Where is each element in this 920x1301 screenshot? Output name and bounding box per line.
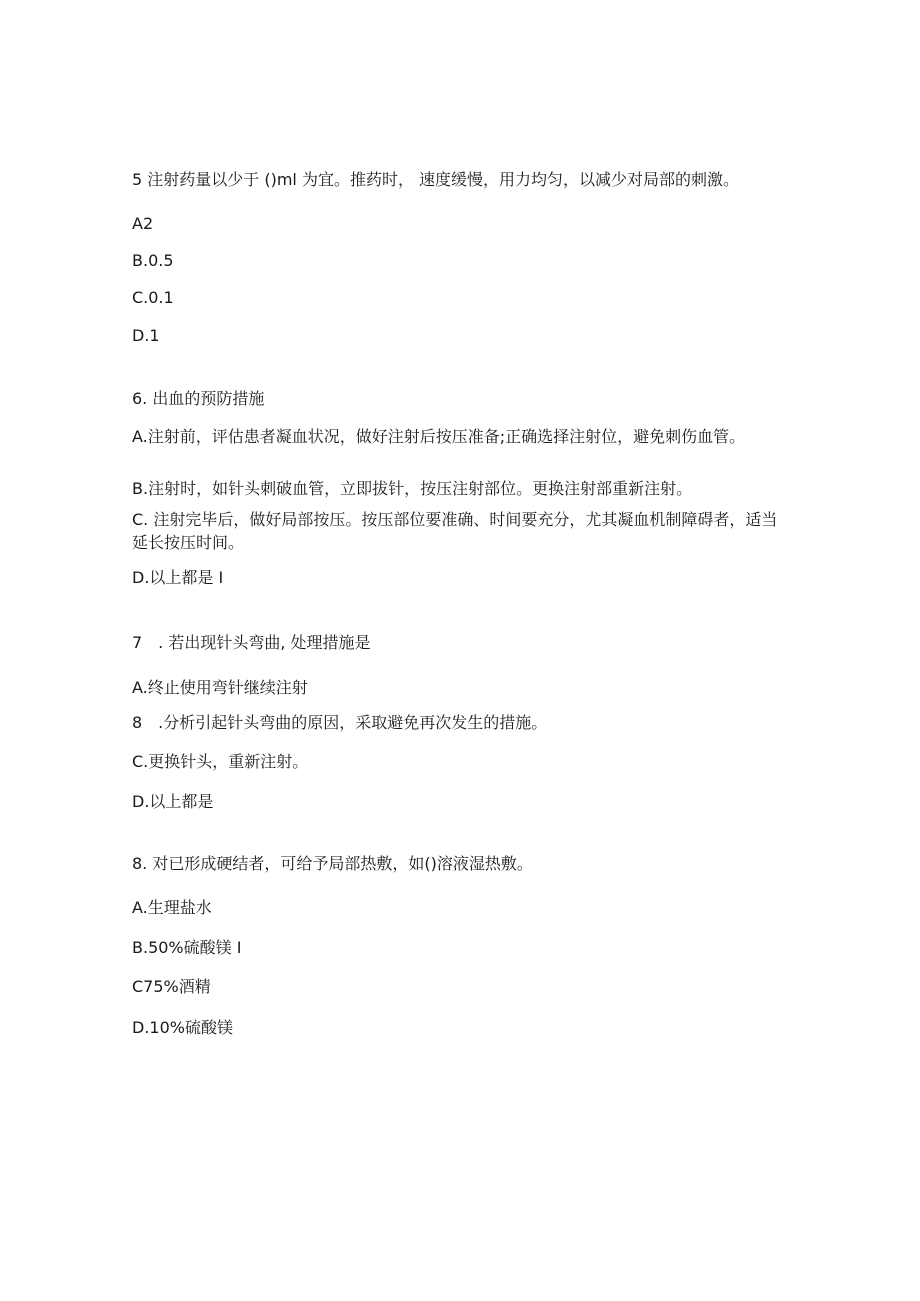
question-7-option-c: C.更换针头，重新注射。 (132, 752, 309, 771)
question-7-option-a: A.终止使用弯针继续注射 (132, 678, 308, 697)
question-8-option-d: D.10%硫酸镁 (132, 1018, 233, 1037)
question-8-option-a: A.生理盐水 (132, 898, 212, 917)
question-7-stem: 7 . 若出现针头弯曲, 处理措施是 (132, 633, 371, 652)
question-5-option-b: B.0.5 (132, 251, 174, 270)
question-5-option-a: A2 (132, 214, 154, 233)
question-7-option-b: 8 .分析引起针头弯曲的原因，采取避免再次发生的措施。 (132, 713, 548, 732)
question-7-option-d: D.以上都是 (132, 792, 214, 811)
question-6-stem: 6. 出血的预防措施 (132, 389, 265, 408)
question-5-stem: 5 注射药量以少于 ()ml 为宜。推药时， 速度缓慢，用力均匀，以减少对局部的刺激。 (132, 170, 740, 189)
question-8-option-b: B.50%硫酸镁 I (132, 938, 242, 957)
question-6-option-d: D.以上都是 I (132, 568, 224, 587)
question-5-option-c: C.0.1 (132, 288, 174, 307)
question-6-option-a: A.注射前，评估患者凝血状况，做好注射后按压准备;正确选择注射位，避免刺伤血管。 (132, 427, 746, 446)
question-8-stem: 8. 对已形成硬结者，可给予局部热敷，如()溶液湿热敷。 (132, 854, 533, 873)
question-8-option-c: C75%酒精 (132, 977, 211, 996)
question-6-option-c: C. 注射完毕后，做好局部按压。按压部位要准确、时间要充分，尤其凝血机制障碍者，适当延长按压时间。 (132, 510, 778, 552)
question-5-option-d: D.1 (132, 326, 160, 345)
question-6-option-b: B.注射时，如针头刺破血管，立即拔针，按压注射部位。更换注射部重新注射。 (132, 479, 693, 498)
